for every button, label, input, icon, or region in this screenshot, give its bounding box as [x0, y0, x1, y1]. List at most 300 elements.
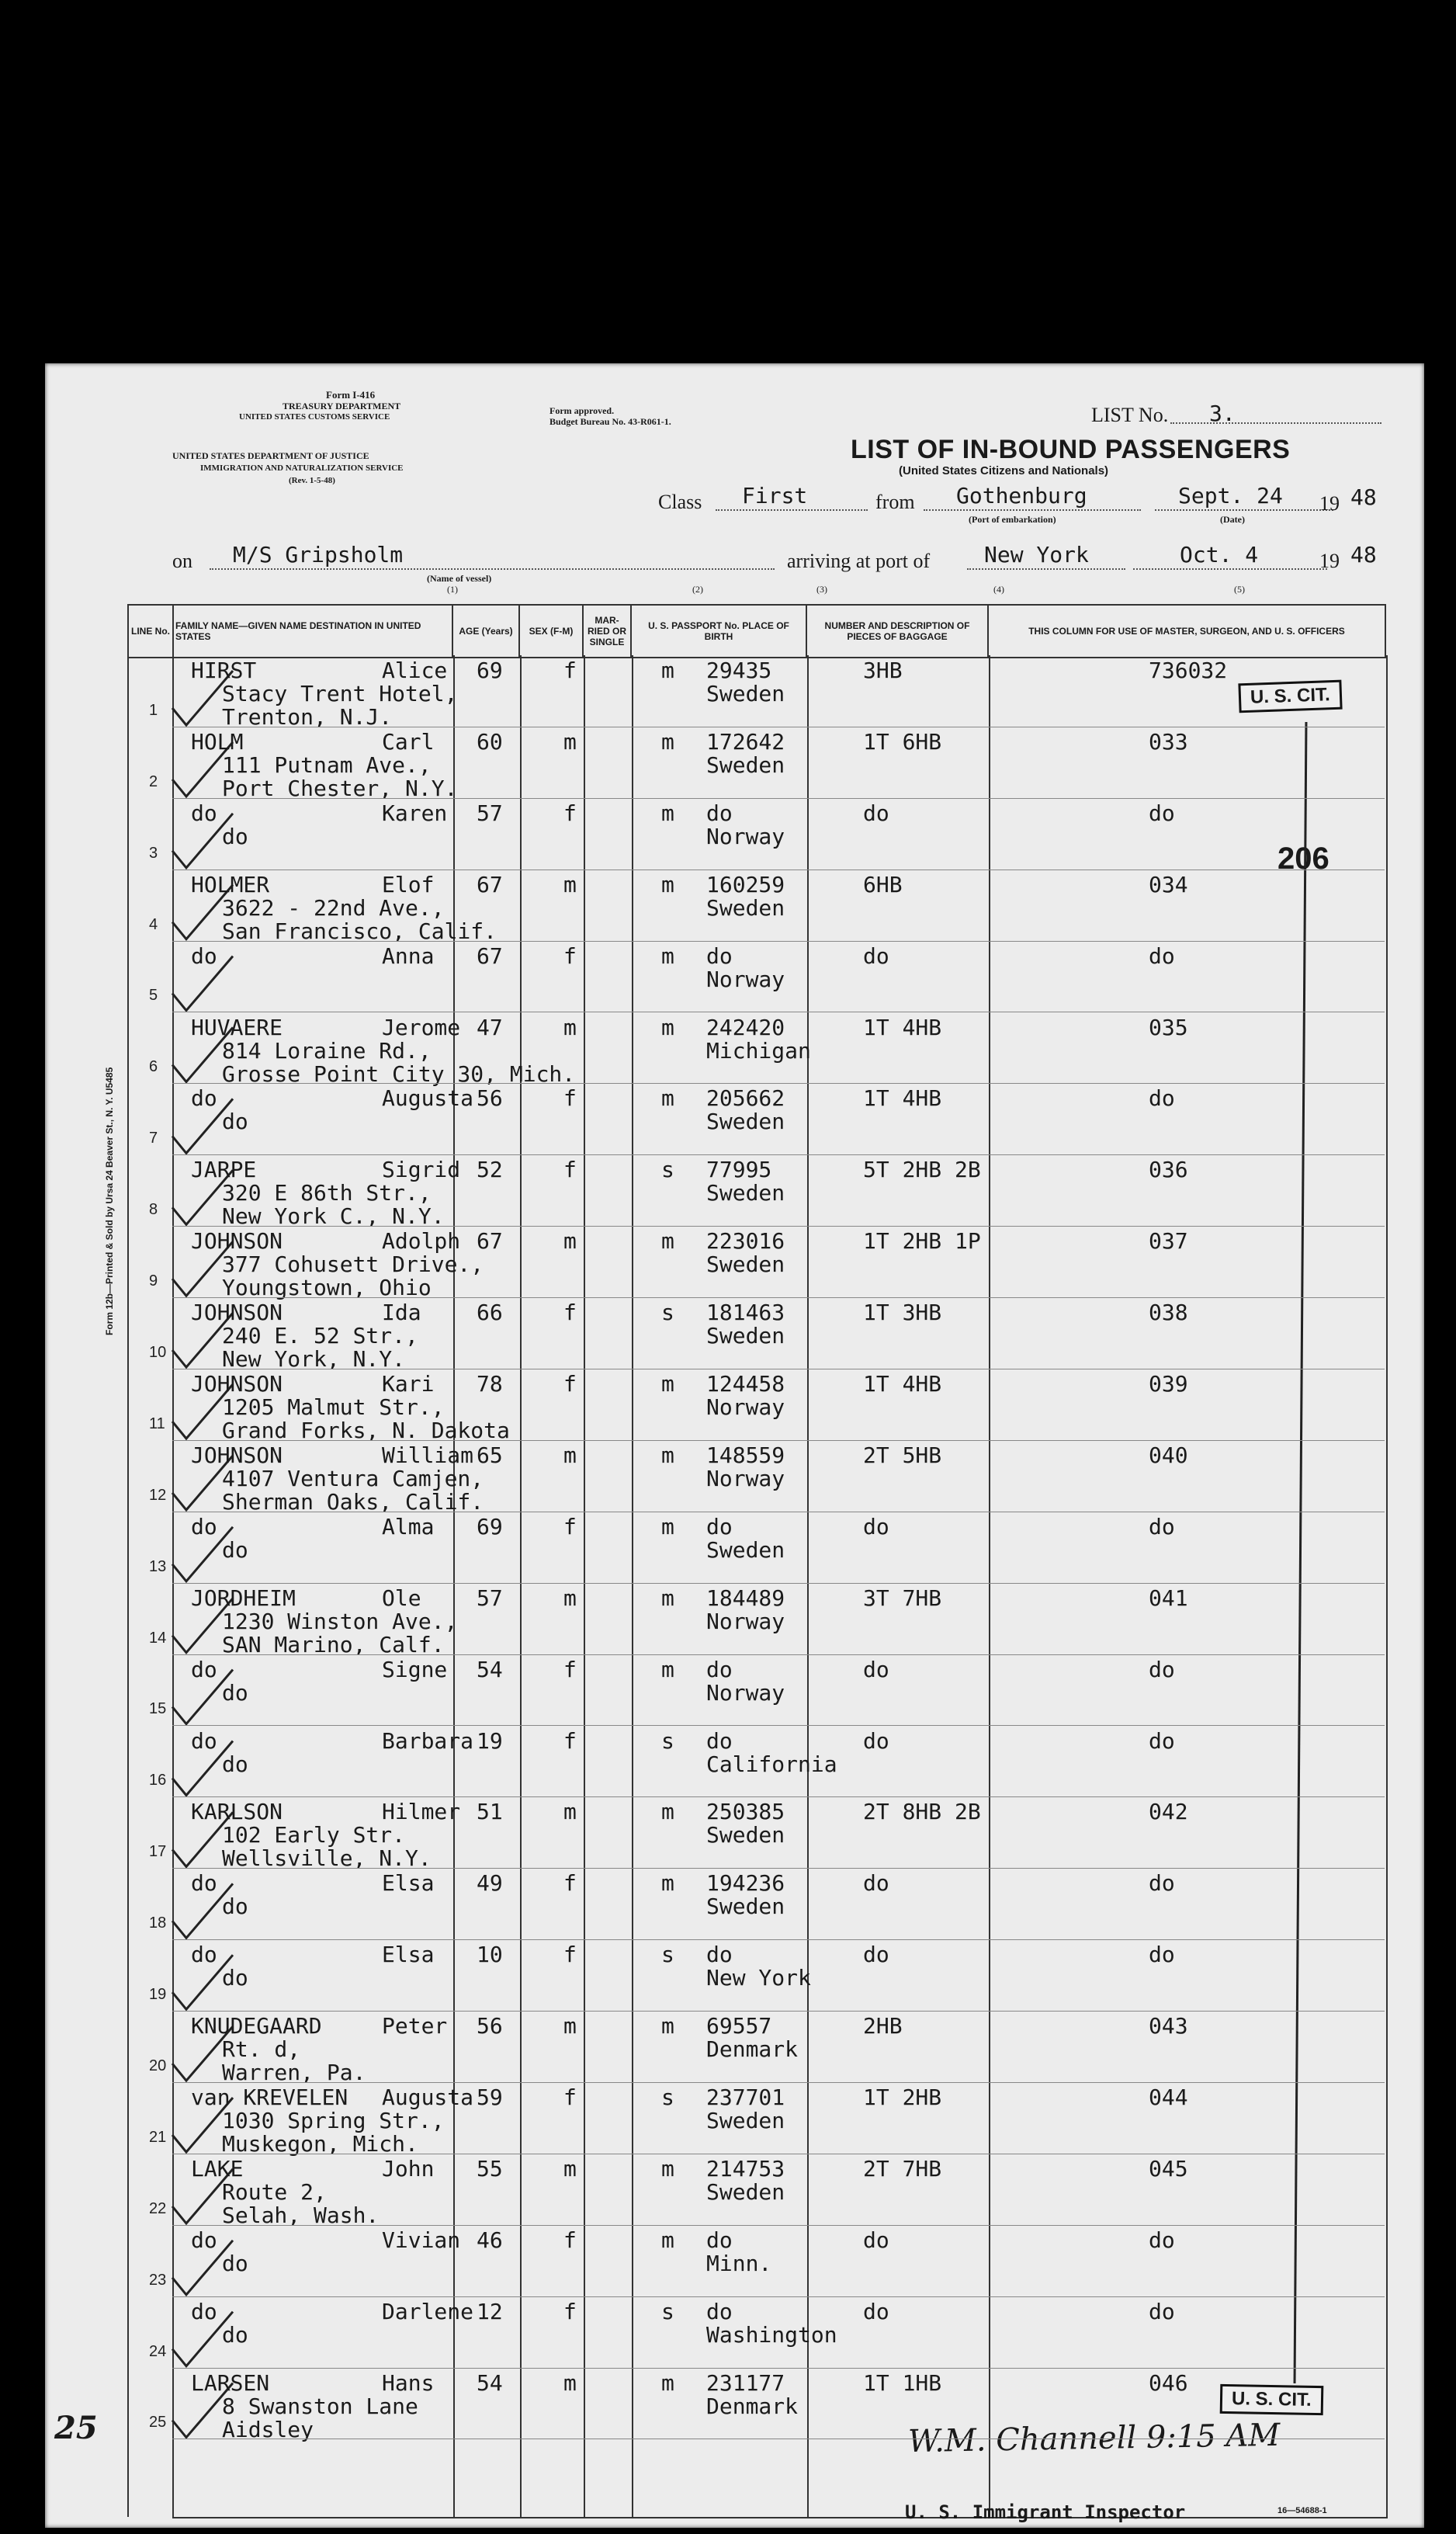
- passenger-sex: f: [563, 2084, 577, 2110]
- baggage: 1T 2HB 1P: [863, 1228, 981, 1255]
- arrival-date-line: [1133, 568, 1327, 570]
- baggage: 2HB: [863, 2013, 903, 2039]
- page-subtitle: (United States Citizens and Nationals): [899, 464, 1109, 477]
- marital-status: s: [661, 1157, 674, 1183]
- passenger-age: 57: [477, 1585, 503, 1611]
- header-age: AGE (Years): [452, 605, 519, 658]
- passenger-surname: JARPE: [191, 1157, 257, 1183]
- line-number: 4: [149, 915, 158, 933]
- passenger-given-name: Alice: [382, 658, 448, 683]
- vessel-name: M/S Gripsholm: [233, 542, 404, 568]
- passenger-age: 60: [477, 728, 503, 755]
- passport-number: do: [706, 2227, 733, 2253]
- baggage: do: [863, 2298, 889, 2324]
- corner-count-mark: 25: [54, 2410, 98, 2446]
- passport-number: 223016: [706, 1228, 785, 1255]
- table-row: [149, 1942, 1385, 2014]
- year-prefix-1: 19: [1319, 492, 1340, 515]
- destination-line-1: do: [222, 1751, 248, 1777]
- destination-line-1: 111 Putnam Ave.,: [222, 752, 432, 778]
- place-of-birth: Sweden: [706, 1323, 785, 1349]
- passport-number: do: [706, 942, 733, 969]
- destination-line-1: do: [222, 2321, 248, 2348]
- arrival-port-line: [967, 568, 1125, 570]
- passenger-sex: m: [563, 1799, 577, 1825]
- line-number: 13: [149, 1557, 167, 1575]
- passenger-sex: m: [563, 1585, 577, 1611]
- place-of-birth: Minn.: [706, 2250, 772, 2276]
- place-of-birth: Sweden: [706, 2178, 785, 2205]
- on-label: on: [172, 550, 192, 572]
- destination-line-1: do: [222, 1536, 248, 1563]
- table-row: [149, 800, 1385, 873]
- table-row: [149, 1442, 1385, 1515]
- line-number: 16: [149, 1772, 167, 1789]
- header-officers: THIS COLUMN FOR USE OF MASTER, SURGEON, AND U. S. OFFICERS: [988, 605, 1385, 658]
- passport-number: 181463: [706, 1300, 785, 1326]
- line-number: 17: [149, 1843, 167, 1861]
- officer-number: 035: [1149, 1014, 1188, 1040]
- row-divider: [172, 2082, 1385, 2083]
- marital-status: m: [661, 728, 674, 755]
- passport-number: 172642: [706, 728, 785, 755]
- passenger-given-name: Vivian: [382, 2227, 461, 2253]
- header-sex: SEX (F-M): [519, 605, 583, 658]
- from-label: from: [875, 491, 915, 513]
- passenger-given-name: Sigrid: [382, 1157, 461, 1183]
- place-of-birth: Denmark: [706, 2393, 799, 2419]
- marital-status: s: [661, 2298, 674, 2324]
- destination-line-2: Wellsville, N.Y.: [222, 1845, 432, 1872]
- passenger-sex: m: [563, 2013, 577, 2039]
- passenger-given-name: Darlene: [382, 2298, 474, 2324]
- table-row: [149, 728, 1385, 801]
- passport-number: do: [706, 1513, 733, 1539]
- officer-number: do: [1149, 942, 1175, 969]
- passenger-given-name: Karen: [382, 800, 448, 826]
- vessel-caption: (Name of vessel): [427, 573, 492, 584]
- place-of-birth: Sweden: [706, 1109, 785, 1135]
- destination-line-1: do: [222, 1679, 248, 1706]
- place-of-birth: Norway: [706, 823, 785, 849]
- passenger-age: 49: [477, 1870, 503, 1897]
- treasury-heading: TREASURY DEPARTMENT: [283, 401, 401, 411]
- destination-line-2: Grand Forks, N. Dakota: [222, 1418, 510, 1443]
- line-number: 8: [149, 1201, 158, 1219]
- table-row: [149, 2013, 1385, 2086]
- passenger-surname: JOHNSON: [191, 1300, 283, 1326]
- passenger-sex: m: [563, 1014, 577, 1040]
- place-of-birth: New York: [706, 1965, 811, 1991]
- row-divider: [172, 1654, 1385, 1655]
- passenger-surname: do: [191, 2298, 217, 2324]
- line-number: 18: [149, 1914, 167, 1932]
- place-of-birth: California: [706, 1751, 837, 1777]
- passenger-surname: do: [191, 1942, 217, 1968]
- passenger-given-name: Elsa: [382, 1870, 435, 1897]
- customs-heading: UNITED STATES CUSTOMS SERVICE: [239, 412, 390, 422]
- passenger-surname: HIRST: [191, 658, 257, 683]
- table-row: [149, 1656, 1385, 1729]
- destination-line-1: Rt. d,: [222, 2036, 301, 2063]
- passenger-sex: f: [563, 1656, 577, 1682]
- destination-line-1: Stacy Trent Hotel,: [222, 681, 458, 706]
- place-of-birth: Norway: [706, 1394, 785, 1420]
- passenger-given-name: Augusta: [382, 2084, 474, 2110]
- passenger-given-name: Adolph: [382, 1228, 461, 1255]
- destination-line-1: 320 E 86th Str.,: [222, 1180, 432, 1206]
- arriving-label: arriving at port of: [787, 550, 931, 572]
- passenger-given-name: John: [382, 2155, 435, 2182]
- passport-number: do: [706, 1942, 733, 1968]
- passenger-sex: f: [563, 800, 577, 826]
- destination-line-1: do: [222, 2250, 248, 2276]
- destination-line-1: 377 Cohusett Drive.,: [222, 1251, 484, 1278]
- table-row: [149, 1300, 1385, 1373]
- marital-status: m: [661, 2155, 674, 2182]
- passenger-age: 66: [477, 1300, 503, 1326]
- baggage: 5T 2HB 2B: [863, 1157, 981, 1183]
- place-of-birth: Denmark: [706, 2036, 799, 2063]
- baggage: do: [863, 1870, 889, 1897]
- baggage: 6HB: [863, 871, 903, 897]
- destination-line-2: New York, N.Y.: [222, 1346, 406, 1373]
- passenger-age: 56: [477, 1085, 503, 1112]
- destination-line-2: Grosse Point City 30, Mich.: [222, 1060, 576, 1087]
- passenger-given-name: Hilmer: [382, 1799, 461, 1825]
- class-line: [716, 509, 868, 511]
- row-divider: [172, 2296, 1385, 2297]
- passenger-age: 78: [477, 1371, 503, 1397]
- destination-line-2: Warren, Pa.: [222, 2060, 366, 2086]
- class-label: Class: [658, 491, 702, 513]
- line-number: 9: [149, 1272, 158, 1290]
- page-title: LIST OF IN-BOUND PASSENGERS: [851, 435, 1291, 464]
- passport-number: 237701: [706, 2084, 785, 2110]
- passenger-surname: HOLMER: [191, 871, 270, 897]
- passenger-age: 54: [477, 2369, 503, 2396]
- marital-status: s: [661, 1300, 674, 1326]
- passenger-sex: f: [563, 1870, 577, 1897]
- port-embark-caption: (Port of embarkation): [969, 514, 1056, 525]
- passport-number: 69557: [706, 2013, 772, 2039]
- baggage: 2T 5HB: [863, 1442, 942, 1468]
- arrival-date: Oct. 4: [1180, 542, 1259, 568]
- destination-line-2: Youngstown, Ohio: [222, 1275, 432, 1301]
- passenger-sex: f: [563, 658, 577, 683]
- table-row: [149, 2084, 1385, 2157]
- passenger-surname: LARSEN: [191, 2369, 270, 2396]
- embarkation-port: Gothenburg: [956, 483, 1087, 509]
- marital-status: m: [661, 1014, 674, 1040]
- passenger-age: 69: [477, 1513, 503, 1539]
- baggage: 3HB: [863, 658, 903, 683]
- marital-status: s: [661, 1727, 674, 1754]
- baggage: do: [863, 1656, 889, 1682]
- officer-number: do: [1149, 800, 1175, 826]
- line-number: 22: [149, 2199, 167, 2217]
- passport-number: do: [706, 1656, 733, 1682]
- marital-status: m: [661, 942, 674, 969]
- officer-number: do: [1149, 1085, 1175, 1112]
- marital-status: s: [661, 2084, 674, 2110]
- marital-status: m: [661, 800, 674, 826]
- passenger-sex: f: [563, 1300, 577, 1326]
- passenger-surname: HOLM: [191, 728, 244, 755]
- header-baggage: NUMBER AND DESCRIPTION OF PIECES OF BAGGAGE: [806, 605, 988, 658]
- destination-line-1: 102 Early Str.: [222, 1822, 406, 1848]
- passenger-sex: f: [563, 1157, 577, 1183]
- passenger-surname: do: [191, 1727, 217, 1754]
- table-row: [149, 1014, 1385, 1087]
- line-number: 24: [149, 2342, 167, 2360]
- baggage: do: [863, 942, 889, 969]
- passenger-surname: JOHNSON: [191, 1371, 283, 1397]
- table-row: [149, 2227, 1385, 2300]
- passenger-surname: do: [191, 1513, 217, 1539]
- row-divider: [172, 1725, 1385, 1726]
- line-number: 14: [149, 1629, 167, 1647]
- line-number: 11: [149, 1415, 165, 1432]
- destination-line-1: 1230 Winston Ave.,: [222, 1608, 458, 1634]
- ins-heading: IMMIGRATION AND NATURALIZATION SERVICE: [200, 463, 404, 473]
- passenger-age: 67: [477, 942, 503, 969]
- list-no-label: LIST No.: [1091, 404, 1169, 426]
- baggage: 1T 4HB: [863, 1085, 942, 1112]
- place-of-birth: Washington: [706, 2321, 837, 2348]
- destination-line-2: Selah, Wash.: [222, 2202, 380, 2228]
- row-divider: [172, 1796, 1385, 1797]
- col-marker-5: (5): [1234, 584, 1245, 595]
- revision: (Rev. 1-5-48): [289, 476, 335, 485]
- year-1: 48: [1350, 484, 1377, 510]
- passenger-given-name: Peter: [382, 2013, 448, 2039]
- place-of-birth: Michigan: [706, 1037, 811, 1064]
- marital-status: m: [661, 1656, 674, 1682]
- date-caption: (Date): [1220, 514, 1245, 525]
- officer-number: 037: [1149, 1228, 1188, 1255]
- us-citizen-stamp: U. S. CIT.: [1220, 2384, 1323, 2415]
- table-row: [149, 658, 1385, 730]
- destination-line-1: do: [222, 823, 248, 849]
- baggage: 2T 8HB 2B: [863, 1799, 981, 1825]
- form-approved: Form approved.: [549, 405, 615, 416]
- officer-number: 043: [1149, 2013, 1188, 2039]
- passenger-sex: f: [563, 2227, 577, 2253]
- passport-number: 194236: [706, 1870, 785, 1897]
- line-number: 6: [149, 1058, 158, 1076]
- row-divider: [172, 1583, 1385, 1584]
- passenger-given-name: Barbara: [382, 1727, 474, 1754]
- table-row: [149, 1085, 1385, 1158]
- vessel-line: [210, 568, 775, 570]
- marital-status: m: [661, 1371, 674, 1397]
- passenger-sex: m: [563, 871, 577, 897]
- line-number: 2: [149, 772, 158, 790]
- officer-number: do: [1149, 1942, 1175, 1968]
- table-row: [149, 1228, 1385, 1301]
- list-no-line: [1170, 422, 1381, 424]
- date-line: [1155, 509, 1333, 511]
- officer-number: do: [1149, 1870, 1175, 1897]
- line-number: 3: [149, 844, 158, 862]
- marital-status: m: [661, 2013, 674, 2039]
- row-divider: [172, 1440, 1385, 1441]
- passport-number: 184489: [706, 1585, 785, 1611]
- destination-line-2: New York C., N.Y.: [222, 1203, 445, 1230]
- destination-line-2: Trenton, N.J.: [222, 704, 393, 730]
- line-number: 10: [149, 1343, 167, 1361]
- table-row: [149, 871, 1385, 944]
- passenger-given-name: Elsa: [382, 1942, 435, 1968]
- passport-number: 160259: [706, 871, 785, 897]
- table-row: [149, 1870, 1385, 1942]
- destination-line-1: do: [222, 1965, 248, 1991]
- line-number: 23: [149, 2271, 167, 2289]
- line-number: 20: [149, 2057, 167, 2074]
- destination-line-2: Aidsley: [222, 2416, 314, 2442]
- passport-number: 231177: [706, 2369, 785, 2396]
- passport-number: 124458: [706, 1371, 785, 1397]
- officer-number: 046: [1149, 2369, 1188, 2396]
- passport-number: 214753: [706, 2155, 785, 2182]
- from-line: [924, 509, 1141, 511]
- table-row: [149, 1513, 1385, 1586]
- baggage: do: [863, 1513, 889, 1539]
- destination-line-1: do: [222, 1109, 248, 1135]
- table-row: [149, 1371, 1385, 1443]
- marital-status: m: [661, 1585, 674, 1611]
- place-of-birth: Sweden: [706, 1894, 785, 1920]
- officer-number: 044: [1149, 2084, 1188, 2110]
- passenger-sex: f: [563, 1371, 577, 1397]
- marital-status: m: [661, 2369, 674, 2396]
- destination-line-2: Sherman Oaks, Calif.: [222, 1488, 484, 1515]
- passenger-age: 59: [477, 2084, 503, 2110]
- passenger-sex: f: [563, 1085, 577, 1112]
- line-number: 7: [149, 1130, 158, 1147]
- passenger-given-name: Signe: [382, 1656, 448, 1682]
- passenger-given-name: Kari: [382, 1371, 435, 1397]
- place-of-birth: Sweden: [706, 894, 785, 921]
- row-divider: [172, 2225, 1385, 2226]
- header-line-no: LINE No.: [128, 605, 173, 658]
- passport-number: 242420: [706, 1014, 785, 1040]
- budget-bureau: Budget Bureau No. 43-R061-1.: [549, 416, 671, 427]
- place-of-birth: Norway: [706, 1679, 785, 1706]
- marital-status: m: [661, 2227, 674, 2253]
- sail-date: Sept. 24: [1178, 483, 1283, 509]
- destination-line-1: 3622 - 22nd Ave.,: [222, 894, 445, 921]
- officer-number: do: [1149, 1727, 1175, 1754]
- passport-number: 148559: [706, 1442, 785, 1468]
- place-of-birth: Sweden: [706, 681, 785, 706]
- destination-line-1: 240 E. 52 Str.,: [222, 1323, 418, 1349]
- place-of-birth: Sweden: [706, 1180, 785, 1206]
- passport-number: do: [706, 800, 733, 826]
- passenger-surname: do: [191, 942, 217, 969]
- passport-number: do: [706, 1727, 733, 1754]
- year-2: 48: [1350, 542, 1377, 568]
- baggage: 1T 4HB: [863, 1371, 942, 1397]
- passenger-given-name: Alma: [382, 1513, 435, 1539]
- passenger-age: 56: [477, 2013, 503, 2039]
- passenger-surname: HUVAERE: [191, 1014, 283, 1040]
- officer-number: 038: [1149, 1300, 1188, 1326]
- baggage: do: [863, 800, 889, 826]
- column-headers: [127, 604, 1386, 658]
- place-of-birth: Norway: [706, 1608, 785, 1634]
- passenger-age: 65: [477, 1442, 503, 1468]
- destination-line-1: 8 Swanston Lane: [222, 2393, 418, 2419]
- passenger-given-name: Ida: [382, 1300, 421, 1326]
- passenger-surname: JORDHEIM: [191, 1585, 296, 1611]
- baggage: do: [863, 1942, 889, 1968]
- col-marker-3: (3): [816, 584, 827, 595]
- row-divider: [172, 2011, 1385, 2012]
- inspector-caption: U. S. Immigrant Inspector: [905, 2501, 1186, 2523]
- marital-status: m: [661, 1513, 674, 1539]
- line-number: 21: [149, 2128, 167, 2146]
- line-number: 25: [149, 2414, 167, 2432]
- justice-heading: UNITED STATES DEPARTMENT OF JUSTICE: [172, 450, 369, 461]
- baggage: 3T 7HB: [863, 1585, 942, 1611]
- destination-line-2: San Francisco, Calif.: [222, 918, 497, 944]
- passenger-sex: m: [563, 728, 577, 755]
- col-marker-2: (2): [692, 584, 703, 595]
- passenger-surname: KNUDEGAARD: [191, 2013, 322, 2039]
- destination-line-1: 1205 Malmut Str.,: [222, 1394, 445, 1420]
- passenger-sex: f: [563, 942, 577, 969]
- line-number: 12: [149, 1486, 167, 1504]
- officer-number: do: [1149, 1656, 1175, 1682]
- us-citizen-stamp: U. S. CIT.: [1238, 680, 1342, 713]
- passport-number: 29435: [706, 658, 772, 683]
- table-row: [149, 942, 1385, 1015]
- passport-number: 250385: [706, 1799, 785, 1825]
- place-of-birth: Norway: [706, 1465, 785, 1491]
- destination-line-2: Muskegon, Mich.: [222, 2131, 418, 2157]
- officer-number: 736032: [1149, 658, 1228, 683]
- passenger-surname: do: [191, 800, 217, 826]
- passenger-age: 46: [477, 2227, 503, 2253]
- passenger-sex: m: [563, 2155, 577, 2182]
- table-row: [149, 1585, 1385, 1658]
- marital-status: m: [661, 1228, 674, 1255]
- page-count-mark: 206: [1277, 842, 1329, 876]
- col-marker-1: (1): [447, 584, 458, 595]
- passenger-surname: JOHNSON: [191, 1228, 283, 1255]
- officer-number: 034: [1149, 871, 1188, 897]
- place-of-birth: Norway: [706, 966, 785, 992]
- place-of-birth: Sweden: [706, 752, 785, 778]
- passenger-given-name: Augusta: [382, 1085, 474, 1112]
- line-number: 1: [149, 701, 158, 719]
- baggage: do: [863, 1727, 889, 1754]
- passenger-sex: f: [563, 1942, 577, 1968]
- row-divider: [172, 941, 1385, 942]
- baggage: 1T 1HB: [863, 2369, 942, 2396]
- table-row: [149, 1799, 1385, 1872]
- passenger-given-name: Anna: [382, 942, 435, 969]
- destination-line-1: 4107 Ventura Camjen,: [222, 1465, 484, 1491]
- place-of-birth: Sweden: [706, 1251, 785, 1278]
- inspector-signature: W.M. Channell 9:15 AM: [907, 2417, 1281, 2460]
- passenger-sex: m: [563, 2369, 577, 2396]
- arrival-port: New York: [984, 542, 1089, 568]
- officer-number: 042: [1149, 1799, 1188, 1825]
- passenger-age: 54: [477, 1656, 503, 1682]
